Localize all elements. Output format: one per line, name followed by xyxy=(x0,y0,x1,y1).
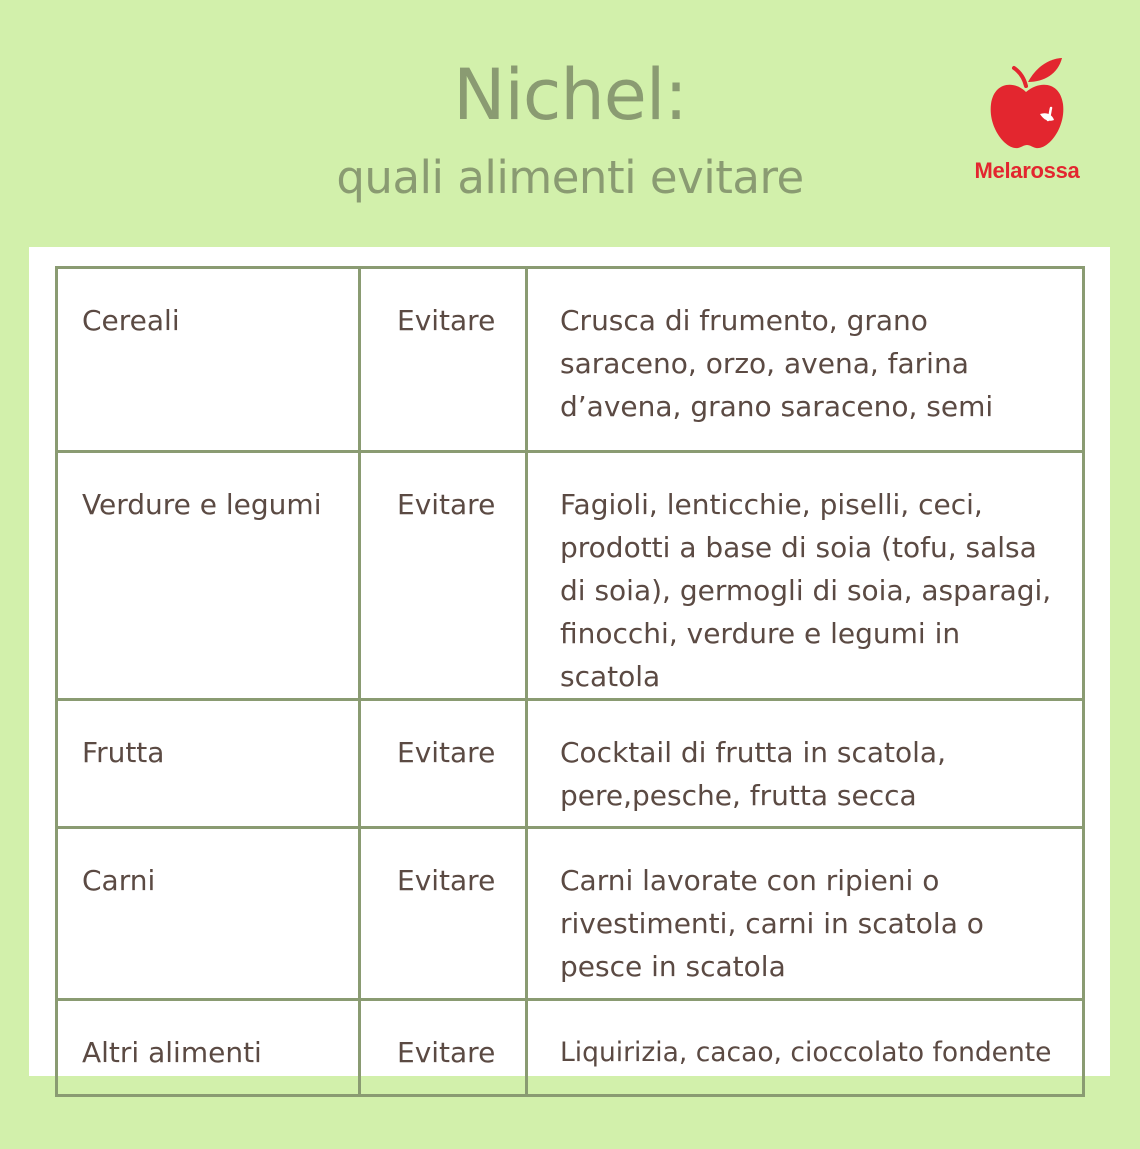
table-row xyxy=(57,1000,1084,1096)
action-cell: Evitare xyxy=(360,700,527,828)
action-cell: Evitare xyxy=(360,1000,527,1096)
category-cell: Altri alimenti xyxy=(57,1000,360,1096)
foods-cell: Crusca di frumento, grano saraceno, orzo, avena, farina d’avena, grano saraceno, semi xyxy=(527,268,1084,452)
category-cell: Frutta xyxy=(57,700,360,828)
table-row xyxy=(57,700,1084,828)
table-row xyxy=(57,452,1084,700)
category-cell: Cereali xyxy=(57,268,360,452)
brand-logo xyxy=(962,56,1092,188)
apple-icon xyxy=(988,56,1066,156)
foods-table xyxy=(55,266,1085,1097)
brand-name: Melarossa xyxy=(974,158,1080,183)
table-row xyxy=(57,828,1084,1000)
foods-cell: Liquirizia, cacao, cioccolato fondente xyxy=(527,1000,1084,1096)
foods-cell: Cocktail di frutta in scatola, pere,pesche, frutta secca xyxy=(527,700,1084,828)
page-subtitle: quali alimenti evitare xyxy=(336,151,804,204)
action-cell: Evitare xyxy=(360,452,527,700)
category-cell: Carni xyxy=(57,828,360,1000)
page-title: Nichel: xyxy=(453,54,687,136)
foods-cell: Carni lavorate con ripieni o rivestimenti, carni in scatola o pesce in scatola xyxy=(527,828,1084,1000)
foods-cell: Fagioli, lenticchie, piselli, ceci, prodotti a base di soia (tofu, salsa di soia), germogli di soia, asparagi, finocchi, verdure e legumi in scatola xyxy=(527,452,1084,700)
table-row xyxy=(57,268,1084,452)
action-cell: Evitare xyxy=(360,828,527,1000)
category-cell: Verdure e legumi xyxy=(57,452,360,700)
action-cell: Evitare xyxy=(360,268,527,452)
